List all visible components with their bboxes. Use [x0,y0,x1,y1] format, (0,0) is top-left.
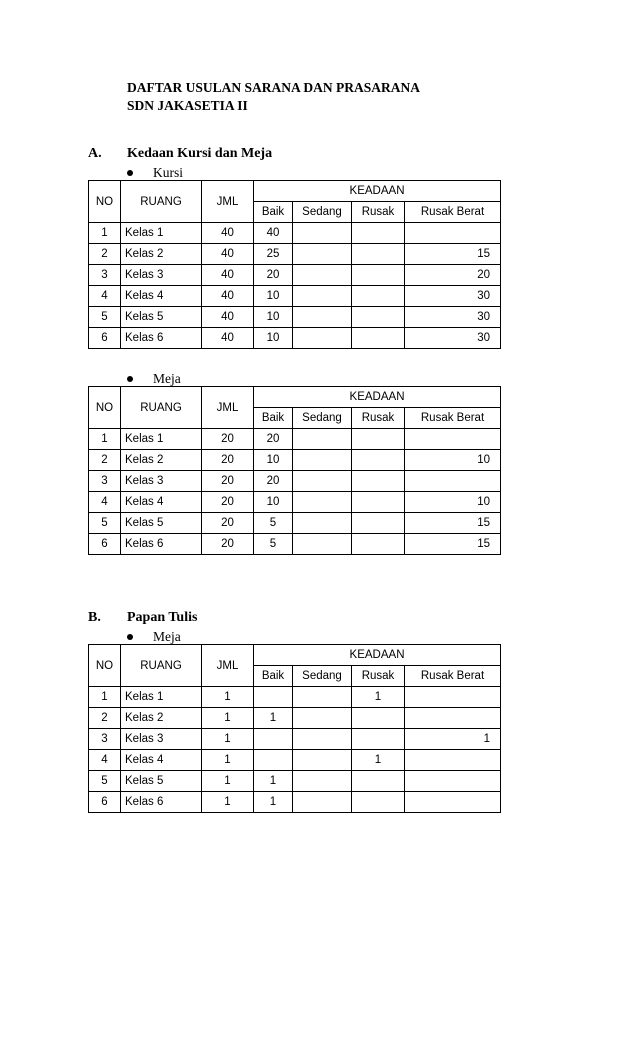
cell-baik: 5 [254,513,293,534]
cell-rusak-berat [405,750,501,771]
header-row [89,645,501,666]
header-row [89,387,501,408]
section-a-letter: A. [88,146,102,161]
cell-baik: 10 [254,286,293,307]
column-header-no: NO [89,387,121,429]
table-row [89,328,501,349]
cell-no: 1 [89,687,121,708]
cell-sedang [293,534,352,555]
cell-jml: 1 [202,708,254,729]
cell-ruang: Kelas 6 [121,792,202,813]
cell-sedang [293,328,352,349]
cell-baik: 1 [254,792,293,813]
cell-no: 3 [89,265,121,286]
table-row [89,792,501,813]
column-header-rusak: Rusak [352,202,405,223]
cell-ruang: Kelas 5 [121,513,202,534]
column-header-jml: JML [202,645,254,687]
cell-baik: 10 [254,307,293,328]
column-header-ruang: RUANG [121,645,202,687]
cell-ruang: Kelas 1 [121,687,202,708]
column-header-no: NO [89,181,121,223]
table-row [89,223,501,244]
cell-jml: 40 [202,265,254,286]
cell-rusak-berat: 30 [405,328,501,349]
bullet-papan-meja [127,629,181,645]
cell-rusak [352,708,405,729]
cell-baik: 10 [254,492,293,513]
cell-no: 5 [89,513,121,534]
cell-rusak-berat [405,792,501,813]
cell-sedang [293,513,352,534]
table-row [89,450,501,471]
cell-jml: 20 [202,492,254,513]
cell-rusak: 1 [352,687,405,708]
cell-rusak [352,328,405,349]
table-row [89,429,501,450]
column-header-ruang: RUANG [121,181,202,223]
cell-rusak-berat: 15 [405,244,501,265]
cell-rusak-berat [405,429,501,450]
column-header-no: NO [89,645,121,687]
cell-rusak [352,771,405,792]
cell-jml: 20 [202,513,254,534]
cell-no: 4 [89,750,121,771]
cell-rusak-berat: 15 [405,513,501,534]
cell-jml: 1 [202,729,254,750]
table-row [89,513,501,534]
cell-no: 4 [89,492,121,513]
header-row [89,181,501,202]
table-row [89,244,501,265]
cell-baik: 1 [254,771,293,792]
cell-rusak-berat [405,687,501,708]
cell-rusak-berat: 30 [405,286,501,307]
cell-rusak [352,534,405,555]
cell-jml: 1 [202,687,254,708]
cell-sedang [293,244,352,265]
cell-no: 2 [89,244,121,265]
cell-baik: 10 [254,328,293,349]
bullet-kursi [127,165,183,181]
cell-ruang: Kelas 1 [121,223,202,244]
cell-sedang [293,492,352,513]
table-meja [88,386,501,555]
cell-sedang [293,708,352,729]
cell-baik: 1 [254,708,293,729]
bullet-meja [127,371,181,387]
cell-baik: 20 [254,429,293,450]
column-header-baik: Baik [254,666,293,687]
cell-no: 6 [89,792,121,813]
cell-sedang [293,471,352,492]
bullet-papan-meja-label: Meja [153,629,181,644]
cell-no: 5 [89,771,121,792]
cell-rusak-berat: 15 [405,534,501,555]
cell-ruang: Kelas 3 [121,729,202,750]
section-a-title: Kedaan Kursi dan Meja [127,146,273,161]
cell-ruang: Kelas 6 [121,328,202,349]
cell-baik [254,729,293,750]
cell-rusak-berat [405,223,501,244]
table-row [89,771,501,792]
cell-rusak-berat [405,708,501,729]
cell-ruang: Kelas 3 [121,471,202,492]
cell-jml: 20 [202,471,254,492]
cell-ruang: Kelas 5 [121,771,202,792]
bullet-dot-icon [127,170,133,176]
cell-ruang: Kelas 2 [121,708,202,729]
cell-rusak [352,223,405,244]
cell-ruang: Kelas 2 [121,450,202,471]
cell-jml: 20 [202,450,254,471]
cell-jml: 20 [202,534,254,555]
column-header-sedang: Sedang [293,408,352,429]
table-row [89,307,501,328]
column-header-baik: Baik [254,408,293,429]
column-header-rusak-berat: Rusak Berat [405,666,501,687]
cell-rusak [352,265,405,286]
bullet-kursi-label: Kursi [153,165,183,180]
cell-rusak-berat [405,471,501,492]
column-header-baik: Baik [254,202,293,223]
cell-no: 2 [89,708,121,729]
column-header-rusak-berat: Rusak Berat [405,408,501,429]
cell-sedang [293,450,352,471]
cell-sedang [293,792,352,813]
cell-sedang [293,729,352,750]
cell-sedang [293,265,352,286]
column-header-ruang: RUANG [121,387,202,429]
cell-rusak [352,429,405,450]
cell-rusak [352,244,405,265]
cell-jml: 40 [202,286,254,307]
cell-ruang: Kelas 3 [121,265,202,286]
cell-rusak [352,492,405,513]
cell-baik: 20 [254,265,293,286]
cell-jml: 40 [202,223,254,244]
cell-rusak [352,513,405,534]
cell-rusak [352,450,405,471]
column-header-rusak: Rusak [352,666,405,687]
document-title-line2: SDN JAKASETIA II [127,98,248,113]
cell-no: 5 [89,307,121,328]
column-header-sedang: Sedang [293,202,352,223]
cell-jml: 40 [202,328,254,349]
cell-no: 1 [89,429,121,450]
cell-jml: 1 [202,792,254,813]
document-title-line1: DAFTAR USULAN SARANA DAN PRASARANA [127,80,421,95]
cell-rusak [352,729,405,750]
cell-jml: 20 [202,429,254,450]
cell-sedang [293,687,352,708]
cell-no: 4 [89,286,121,307]
cell-jml: 1 [202,771,254,792]
section-b-letter: B. [88,610,101,625]
table-papan-tulis [88,644,501,813]
table-row [89,729,501,750]
cell-jml: 1 [202,750,254,771]
cell-rusak [352,286,405,307]
column-header-rusak: Rusak [352,408,405,429]
cell-jml: 40 [202,307,254,328]
column-header-keadaan: KEADAAN [254,181,501,202]
section-b-title: Papan Tulis [127,610,198,625]
table-row [89,708,501,729]
cell-rusak-berat [405,771,501,792]
bullet-dot-icon [127,634,133,640]
cell-no: 6 [89,328,121,349]
table-row [89,750,501,771]
cell-rusak [352,792,405,813]
column-header-jml: JML [202,387,254,429]
cell-no: 3 [89,729,121,750]
cell-baik: 10 [254,450,293,471]
table-row [89,687,501,708]
cell-sedang [293,771,352,792]
table-kursi [88,180,501,349]
cell-rusak-berat: 20 [405,265,501,286]
table-row [89,534,501,555]
cell-ruang: Kelas 2 [121,244,202,265]
cell-no: 2 [89,450,121,471]
cell-sedang [293,223,352,244]
table-row [89,492,501,513]
bullet-meja-label: Meja [153,371,181,386]
column-header-keadaan: KEADAAN [254,387,501,408]
column-header-rusak-berat: Rusak Berat [405,202,501,223]
table-row [89,286,501,307]
cell-ruang: Kelas 4 [121,492,202,513]
cell-baik [254,750,293,771]
cell-baik: 40 [254,223,293,244]
bullet-dot-icon [127,376,133,382]
column-header-keadaan: KEADAAN [254,645,501,666]
cell-baik: 5 [254,534,293,555]
cell-rusak-berat: 30 [405,307,501,328]
cell-ruang: Kelas 4 [121,750,202,771]
column-header-jml: JML [202,181,254,223]
cell-ruang: Kelas 5 [121,307,202,328]
cell-sedang [293,307,352,328]
cell-ruang: Kelas 4 [121,286,202,307]
cell-ruang: Kelas 6 [121,534,202,555]
cell-baik: 25 [254,244,293,265]
cell-baik: 20 [254,471,293,492]
cell-baik [254,687,293,708]
column-header-sedang: Sedang [293,666,352,687]
cell-rusak [352,307,405,328]
table-row [89,471,501,492]
cell-sedang [293,750,352,771]
cell-no: 6 [89,534,121,555]
table-row [89,265,501,286]
cell-rusak-berat: 10 [405,450,501,471]
cell-ruang: Kelas 1 [121,429,202,450]
cell-rusak [352,471,405,492]
cell-no: 3 [89,471,121,492]
cell-rusak: 1 [352,750,405,771]
cell-rusak-berat: 1 [405,729,501,750]
cell-jml: 40 [202,244,254,265]
cell-sedang [293,429,352,450]
cell-sedang [293,286,352,307]
cell-rusak-berat: 10 [405,492,501,513]
cell-no: 1 [89,223,121,244]
